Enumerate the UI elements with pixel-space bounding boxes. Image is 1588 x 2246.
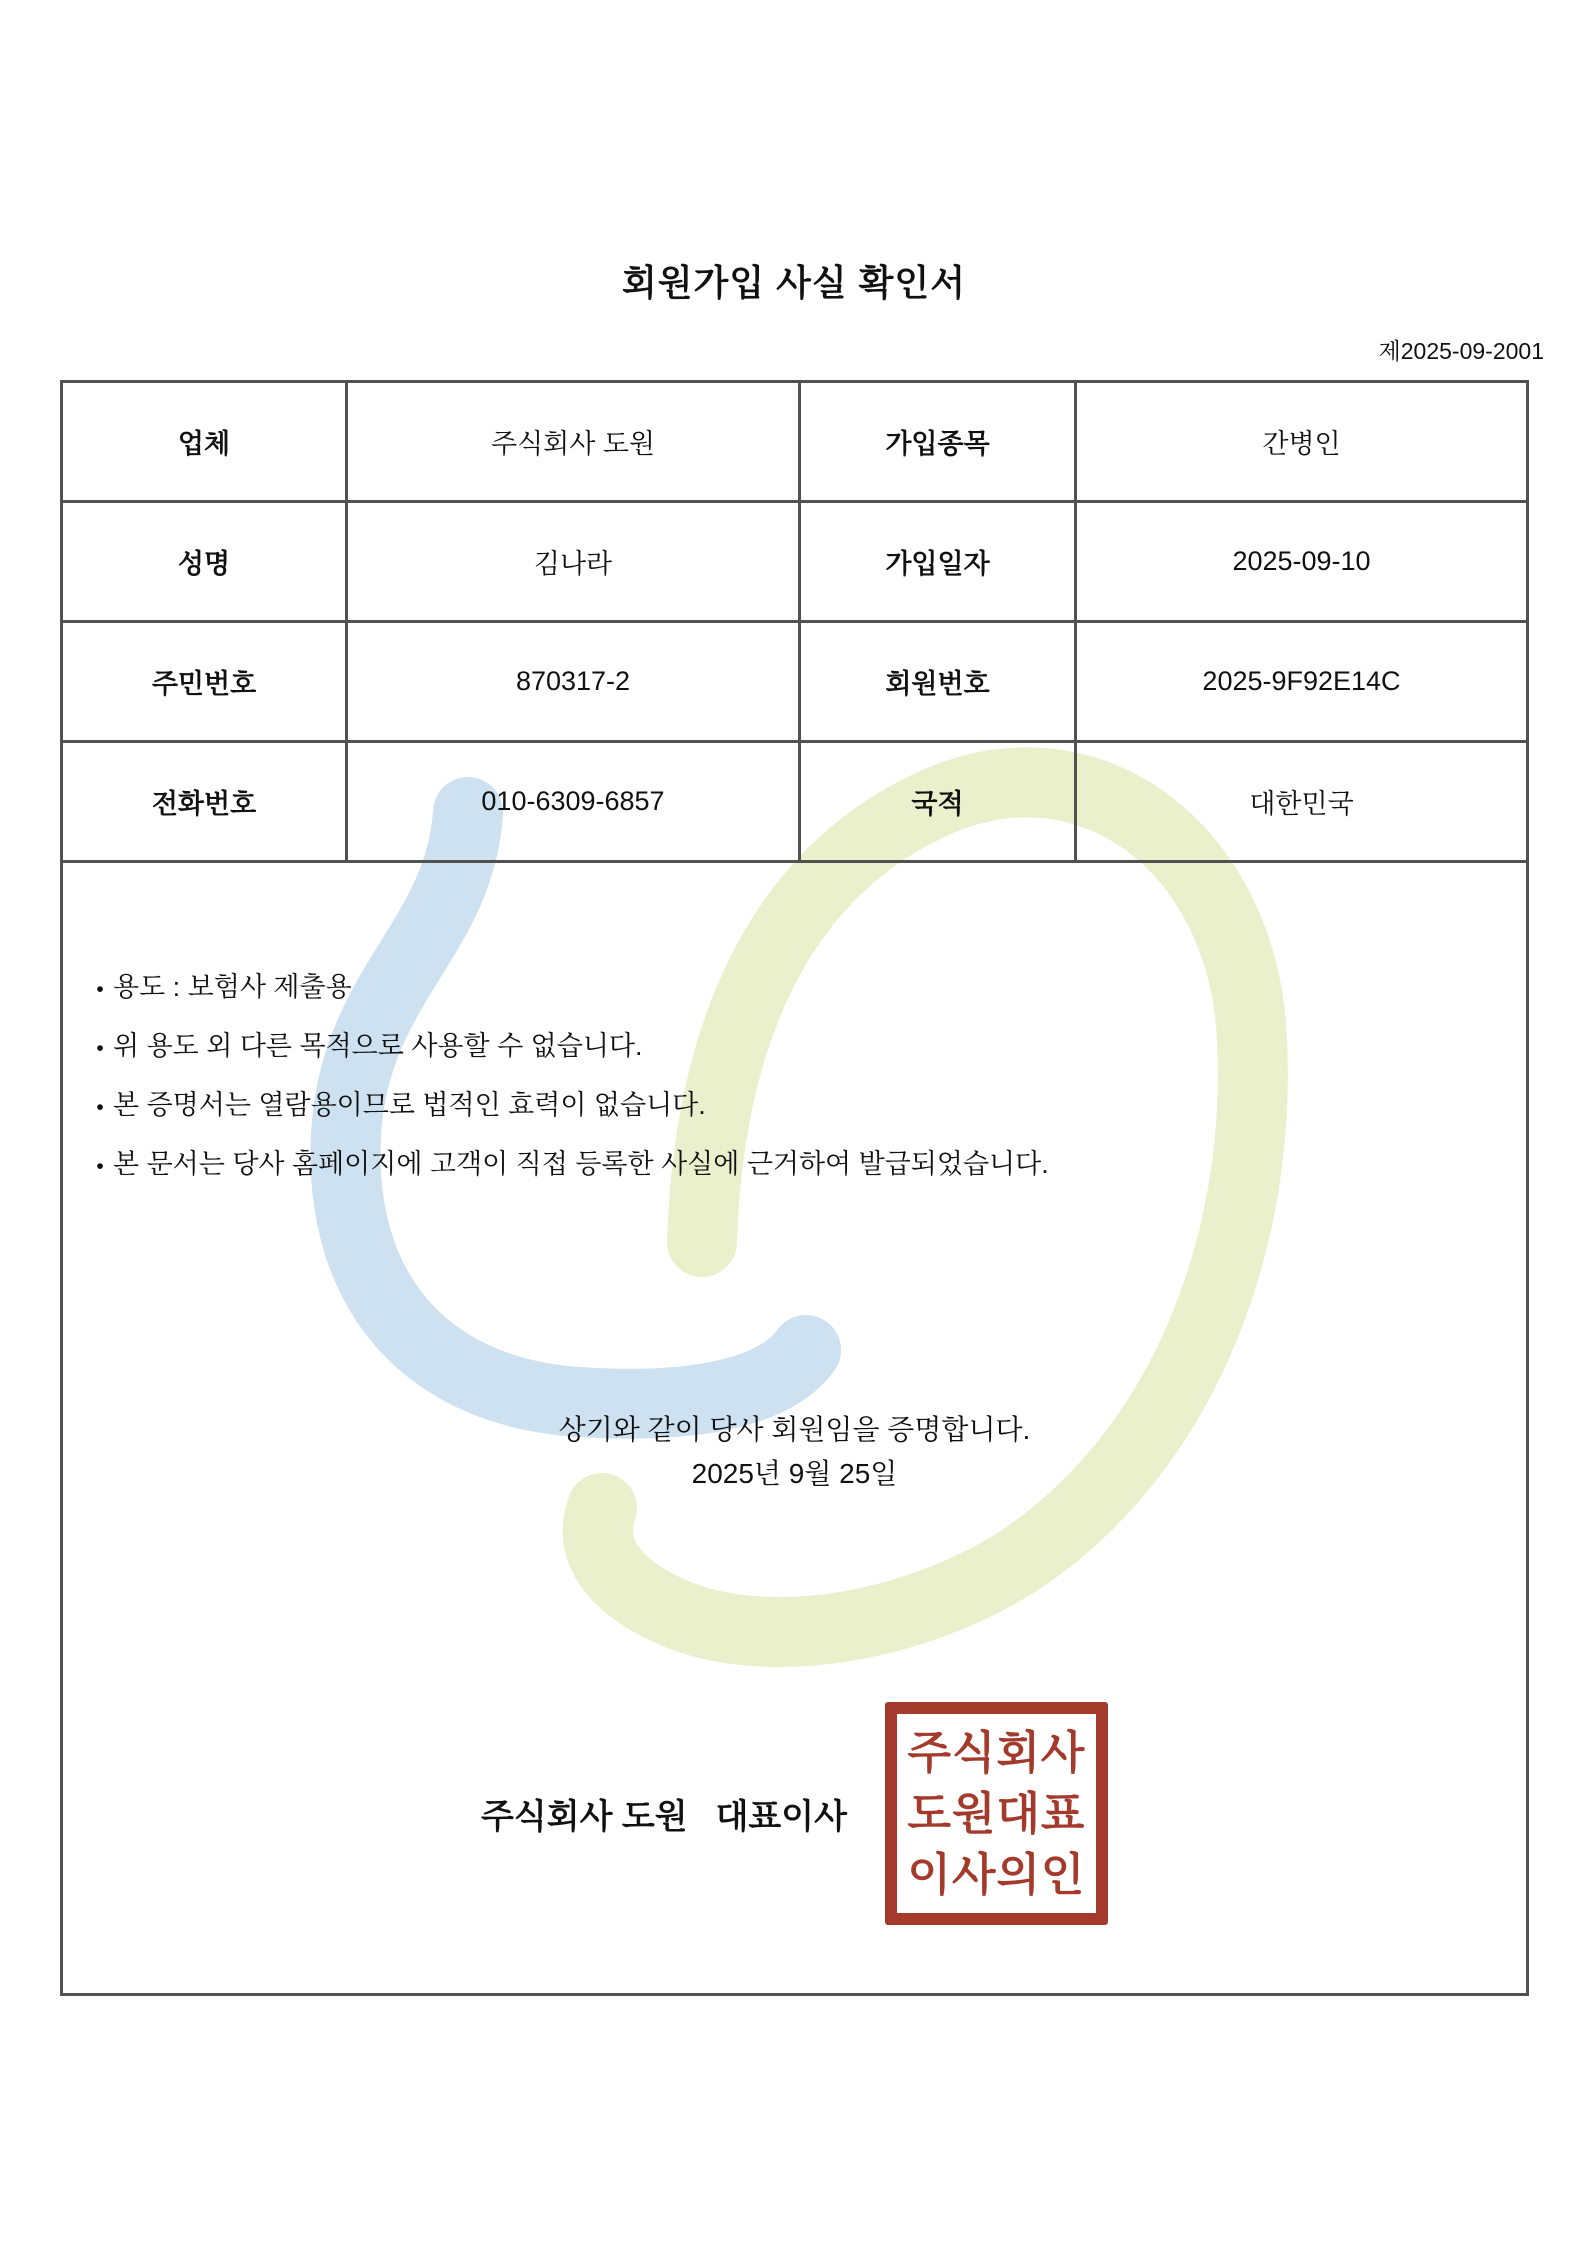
bullet-icon: • — [96, 978, 104, 1001]
signature-row — [63, 1701, 1526, 1926]
field-label-name: 성명 — [62, 502, 347, 622]
table-row — [62, 862, 1528, 1995]
bullet-icon: • — [96, 1037, 104, 1060]
table-row — [62, 742, 1528, 862]
table-row — [62, 502, 1528, 622]
field-value-name: 김나라 — [347, 502, 800, 622]
table-row — [62, 382, 1528, 502]
field-label-member-no: 회원번호 — [800, 622, 1076, 742]
table-row — [62, 622, 1528, 742]
field-label-category: 가입종목 — [800, 382, 1076, 502]
certification-statement — [63, 1408, 1526, 1496]
seal-text-line: 주식회사 — [907, 1727, 1086, 1778]
field-value-join-date: 2025-09-10 — [1076, 502, 1528, 622]
corporate-seal-stamp — [885, 1702, 1108, 1925]
field-label-resident-no: 주민번호 — [62, 622, 347, 742]
note-text: 본 문서는 당사 홈페이지에 고객이 직접 등록한 사실에 근거하여 발급되었습니다. — [113, 1149, 1049, 1179]
field-label-phone: 전화번호 — [62, 742, 347, 862]
notes-and-signature-cell — [62, 862, 1528, 1995]
note-item — [87, 1077, 1502, 1136]
field-value-resident-no: 870317-2 — [347, 622, 800, 742]
field-value-member-no: 2025-9F92E14C — [1076, 622, 1528, 742]
field-label-nationality: 국적 — [800, 742, 1076, 862]
field-label-company: 업체 — [62, 382, 347, 502]
note-text: 본 증명서는 열람용이므로 법적인 효력이 없습니다. — [113, 1090, 706, 1120]
issuer-title: 대표이사 — [715, 1798, 847, 1836]
note-item — [87, 1018, 1502, 1077]
field-value-nationality: 대한민국 — [1076, 742, 1528, 862]
issuer-line — [481, 1789, 847, 1838]
bullet-icon: • — [96, 1096, 104, 1119]
issuer-company: 주식회사 도원 — [481, 1798, 688, 1836]
field-value-company: 주식회사 도원 — [347, 382, 800, 502]
statement-text: 상기와 같이 당사 회원임을 증명합니다. — [558, 1414, 1031, 1445]
note-text: 용도 : 보험사 제출용 — [113, 972, 352, 1002]
page-title: 회원가입 사실 확인서 — [622, 262, 966, 303]
field-value-phone: 010-6309-6857 — [347, 742, 800, 862]
field-value-category: 간병인 — [1076, 382, 1528, 502]
note-text: 위 용도 외 다른 목적으로 사용할 수 없습니다. — [113, 1031, 643, 1061]
bullet-icon: • — [96, 1155, 104, 1178]
note-item — [87, 1136, 1502, 1195]
issue-date: 2025년 9월 25일 — [691, 1458, 898, 1489]
field-label-join-date: 가입일자 — [800, 502, 1076, 622]
note-item — [87, 959, 1502, 1018]
seal-text-line: 이사의인 — [907, 1849, 1086, 1900]
certificate-table — [60, 380, 1529, 1996]
seal-text-line: 도원대표 — [907, 1788, 1086, 1839]
document-number: 제2025-09-2001 — [1378, 338, 1544, 364]
notes-list — [87, 959, 1502, 1195]
